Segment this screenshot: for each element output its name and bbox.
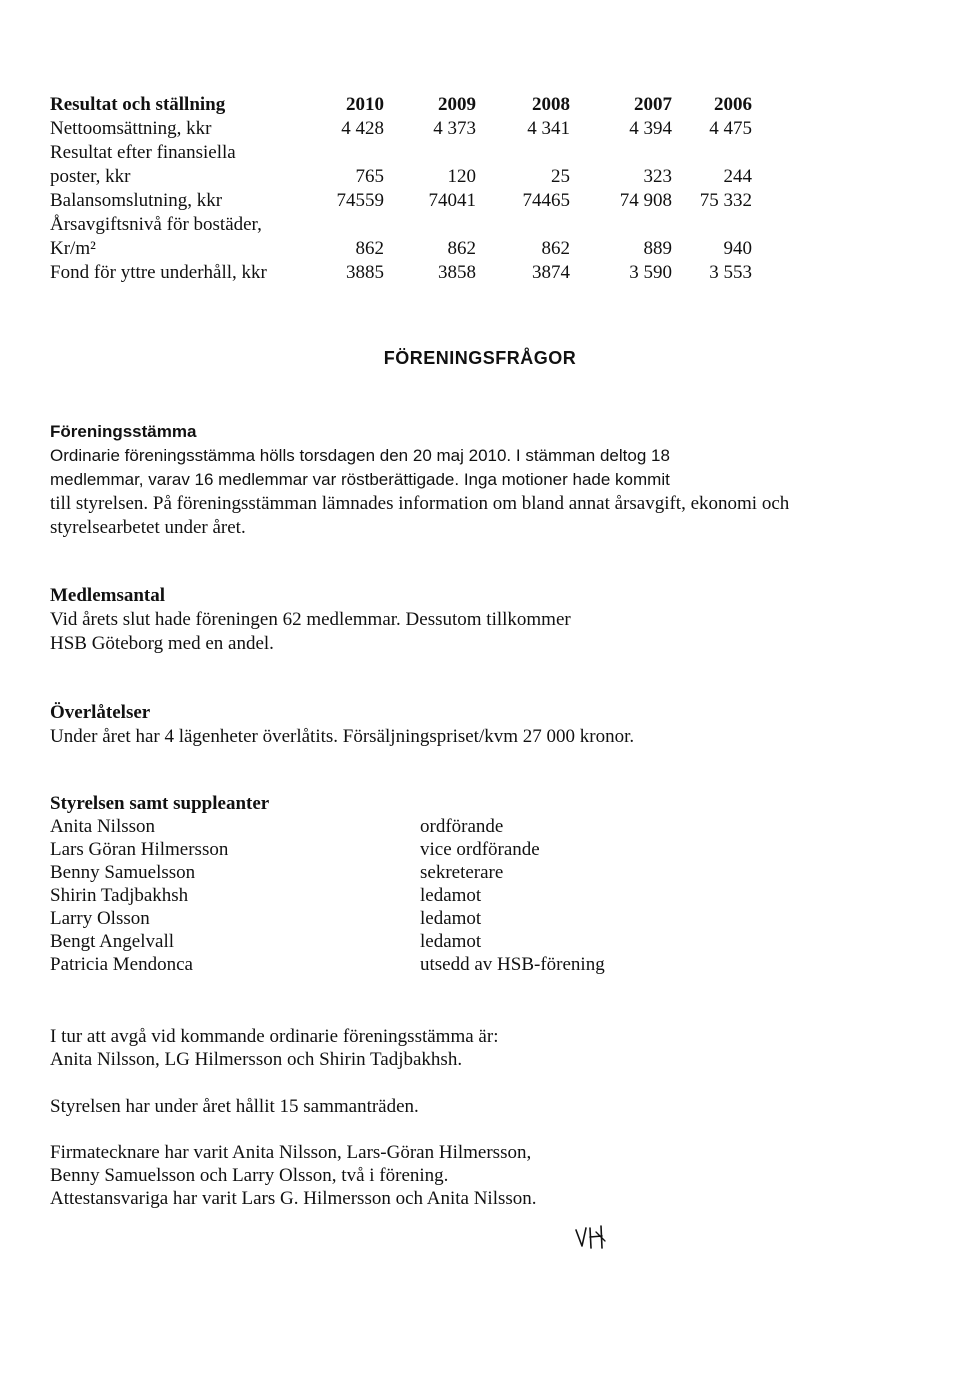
cell: 3858 [438,262,476,283]
cell: 4 341 [527,118,570,139]
medlemsantal-heading: Medlemsantal [50,585,166,606]
firmatecknare-line: Firmatecknare har varit Anita Nilsson, Lars-Göran Hilmersson, [50,1142,532,1163]
cell: 120 [447,166,476,187]
row-label: poster, kkr [50,166,131,187]
cell: 940 [723,238,752,259]
cell: 323 [643,166,672,187]
row-label: Balansomslutning, kkr [50,190,223,211]
stamma-line: styrelsearbetet under året. [50,517,246,538]
member-name: Shirin Tadjbakhsh [50,885,189,906]
row-label: Årsavgiftsnivå för bostäder, [50,214,262,235]
row-label: Nettoomsättning, kkr [50,118,212,139]
cell: 3874 [532,262,570,283]
table-row [50,141,710,165]
member-name: Bengt Angelvall [50,931,175,952]
list-item [50,838,670,862]
stamma-line: medlemmar, varav 16 medlemmar var röstberättigade. Inga motioner hade kommit [50,470,670,489]
cell: 862 [447,238,476,259]
stamma-line: Ordinarie föreningsstämma hölls torsdagen den 20 maj 2010. I stämman deltog 18 [50,446,670,465]
table-row [50,189,752,213]
board-heading: Styrelsen samt suppleanter [50,793,270,814]
member-role: vice ordförande [420,839,540,860]
cell: 4 428 [341,118,384,139]
table-row [50,117,752,141]
member-role: ordförande [420,816,504,837]
cell: 3 553 [709,262,752,283]
list-item [50,861,670,885]
row-label: Kr/m² [50,238,96,259]
section-title: FÖRENINGSFRÅGOR [383,348,577,368]
medlemsantal-line: Vid årets slut hade föreningen 62 medlemmar. Dessutom tillkommer [50,609,571,630]
member-name: Patricia Mendonca [50,954,193,975]
firmatecknare-line: Benny Samuelsson och Larry Olsson, två i förening. [50,1165,449,1186]
member-name: Benny Samuelsson [50,862,196,883]
table-row [50,213,710,237]
cell: 3 590 [629,262,672,283]
handwritten-initials [574,1222,614,1252]
year-2007: 2007 [634,94,672,115]
stamma-line: till styrelsen. På föreningsstämman lämnades information om bland annat årsavgift, ekonomi och [50,493,790,514]
cell: 74041 [428,190,476,211]
cell: 862 [541,238,570,259]
table-row [50,237,752,261]
table-row [50,261,752,285]
list-item [50,907,670,931]
year-2010: 2010 [346,94,384,115]
results-header-row [50,93,752,117]
cell: 25 [551,166,570,187]
year-2008: 2008 [532,94,570,115]
list-item [50,930,670,954]
cell: 74 908 [619,190,672,211]
member-role: ledamot [420,931,482,952]
cell: 889 [643,238,672,259]
cell: 244 [723,166,752,187]
row-label: Fond för yttre underhåll, kkr [50,262,267,283]
firmatecknare-line: Attestansvariga har varit Lars G. Hilmersson och Anita Nilsson. [50,1188,537,1209]
sammantraden-line: Styrelsen har under året hållit 15 sammanträden. [50,1096,419,1117]
cell: 74559 [336,190,384,211]
table-row [50,165,752,189]
cell: 862 [355,238,384,259]
tur-line: I tur att avgå vid kommande ordinarie föreningsstämma är: [50,1026,499,1047]
year-2009: 2009 [438,94,476,115]
list-item [50,953,670,977]
list-item [50,884,670,908]
cell: 765 [355,166,384,187]
stamma-heading: Föreningsstämma [50,422,197,441]
member-name: Lars Göran Hilmersson [50,839,229,860]
cell: 3885 [346,262,384,283]
member-role: ledamot [420,908,482,929]
cell: 74465 [522,190,570,211]
member-name: Larry Olsson [50,908,150,929]
overlatelser-heading: Överlåtelser [50,702,151,723]
results-header-label: Resultat och ställning [50,94,226,115]
member-role: ledamot [420,885,482,906]
row-label: Resultat efter finansiella [50,142,236,163]
tur-line: Anita Nilsson, LG Hilmersson och Shirin Tadjbakhsh. [50,1049,463,1070]
year-2006: 2006 [714,94,752,115]
cell: 4 475 [709,118,752,139]
member-name: Anita Nilsson [50,816,156,837]
cell: 4 373 [433,118,476,139]
medlemsantal-line: HSB Göteborg med en andel. [50,633,274,654]
overlatelser-line: Under året har 4 lägenheter överlåtits. Försäljningspriset/kvm 27 000 kronor. [50,726,635,747]
cell: 75 332 [699,190,752,211]
member-role: sekreterare [420,862,504,883]
cell: 4 394 [629,118,672,139]
member-role: utsedd av HSB-förening [420,954,605,975]
list-item [50,815,670,839]
